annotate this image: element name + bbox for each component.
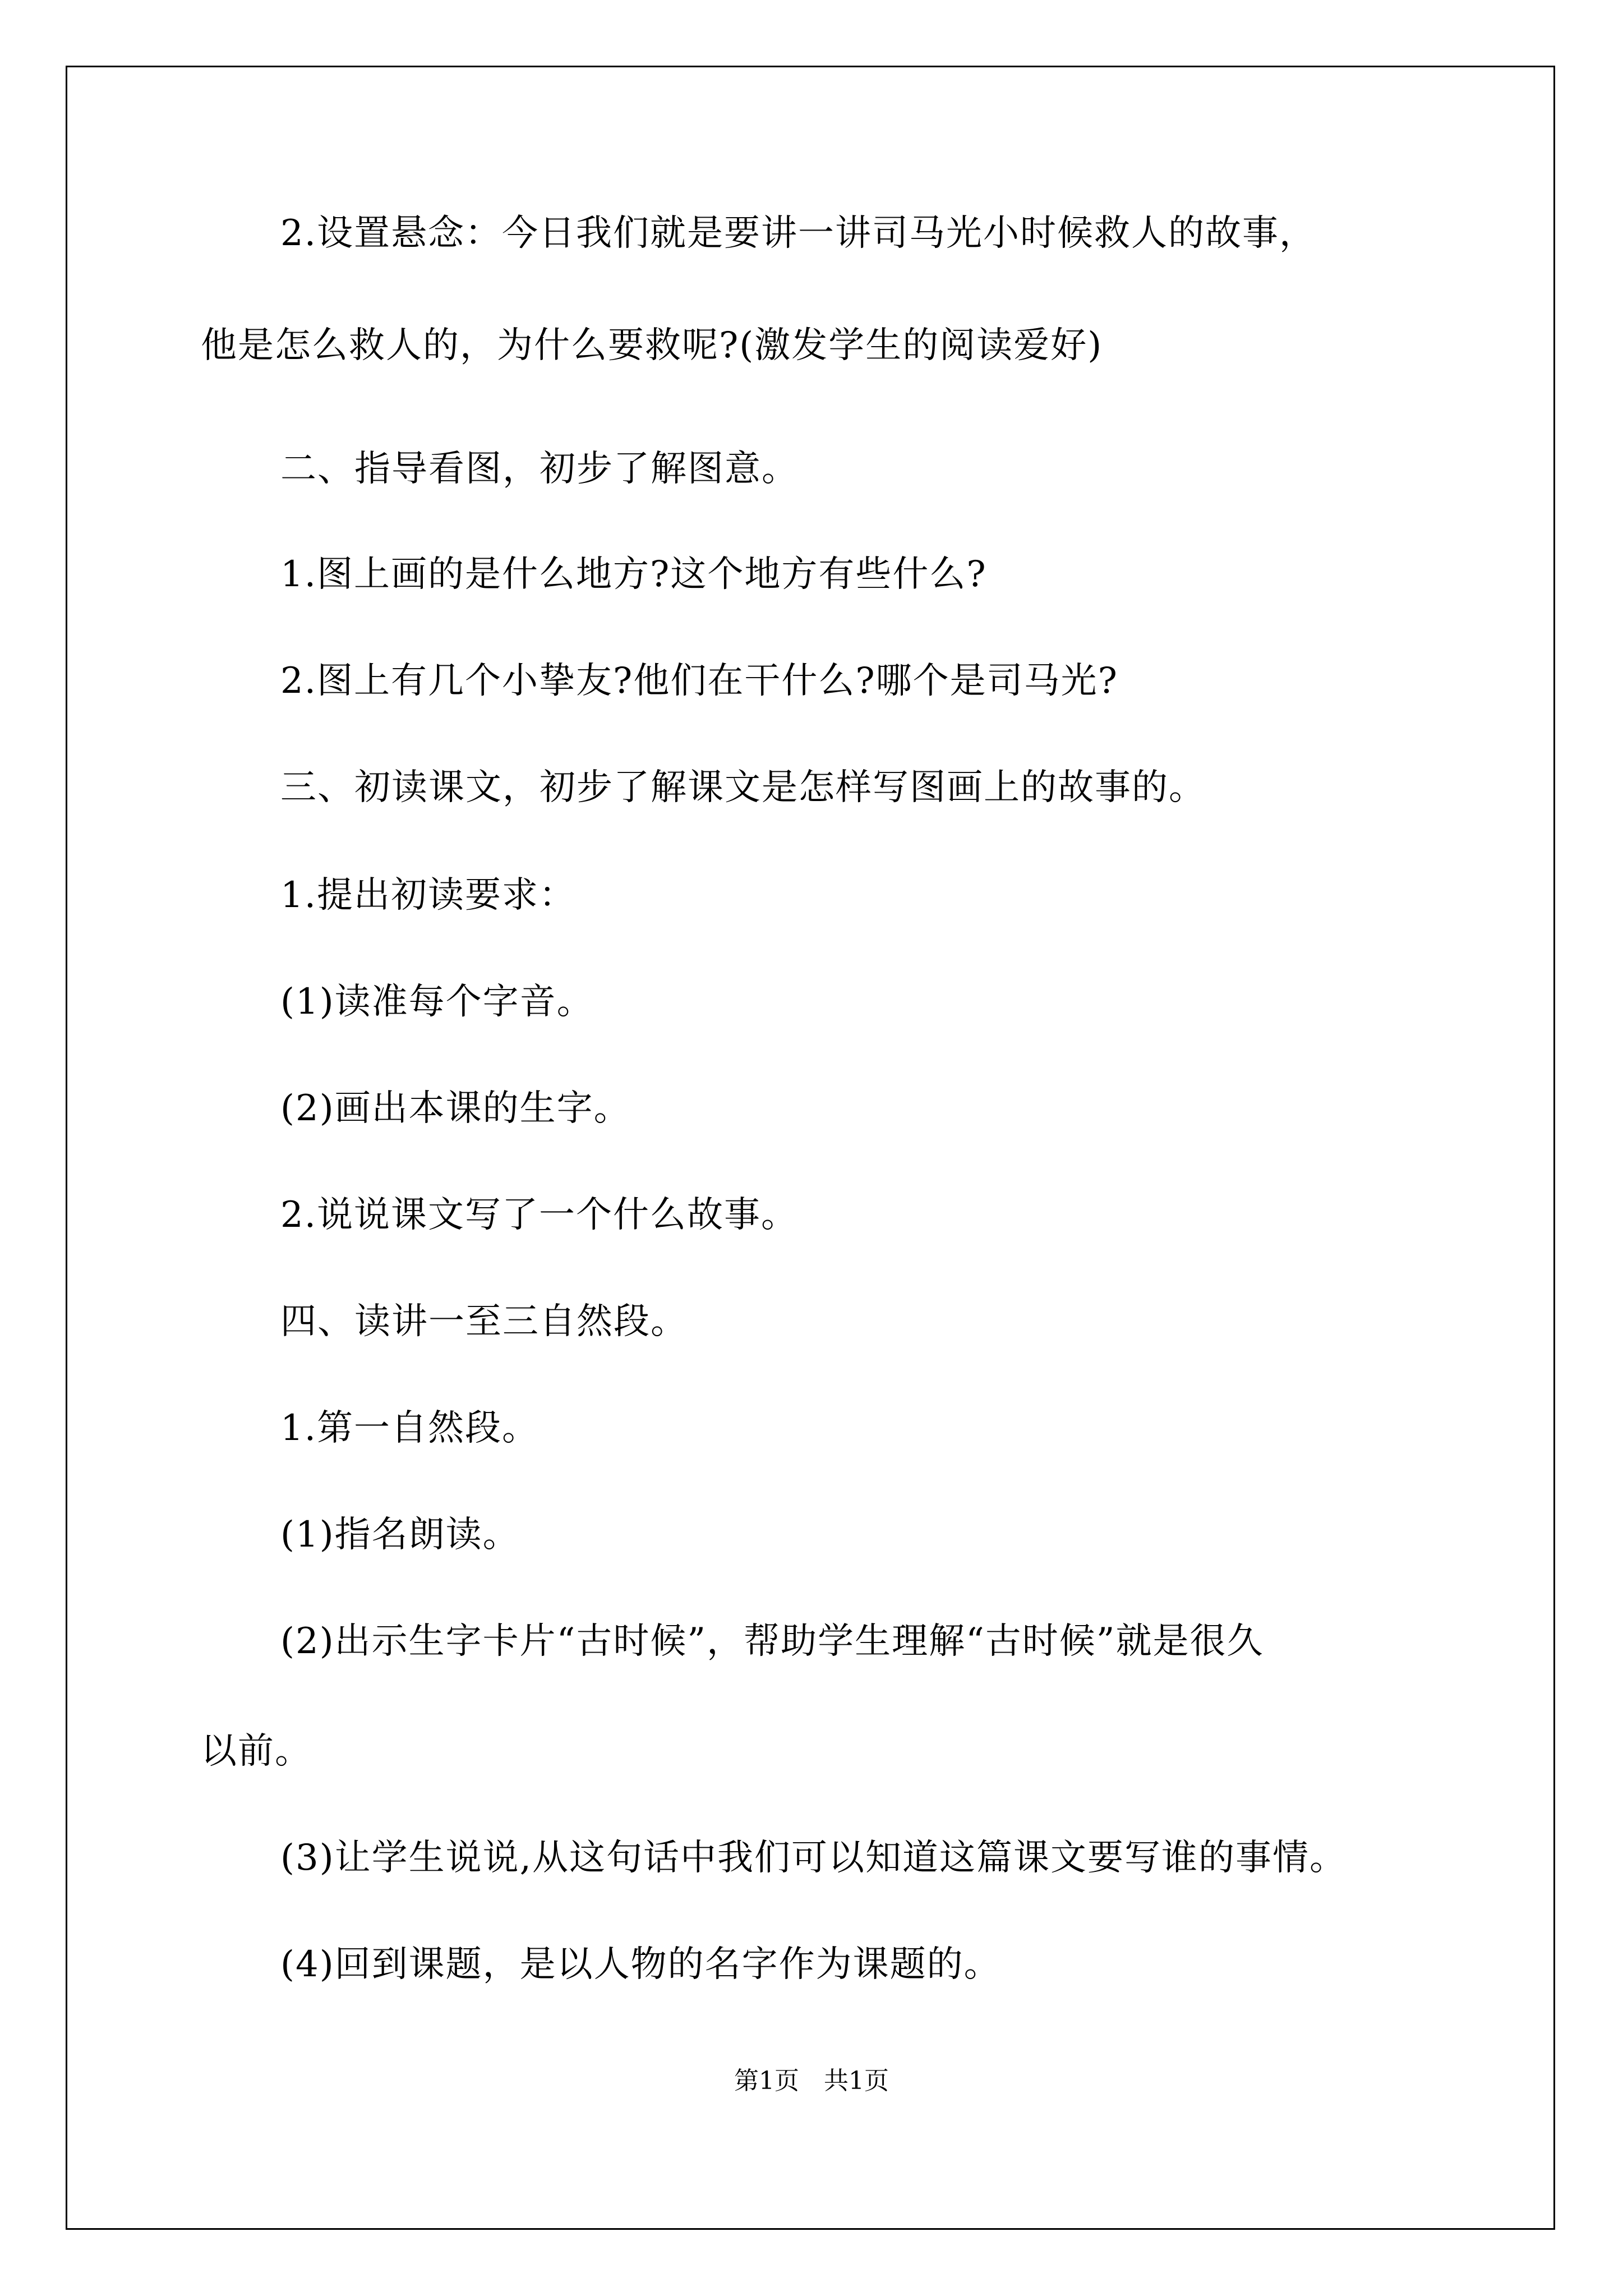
paragraph-line: 他是怎么救人的，为什么要救呢?(激发学生的阅读爱好)	[201, 325, 1103, 366]
paragraph-line: (1)读准每个字音。	[280, 981, 594, 1023]
paragraph-line: 2.说说课文写了一个什么故事。	[280, 1194, 799, 1236]
paragraph-line: 2.图上有几个小挚友?他们在干什么?哪个是司马光?	[280, 660, 1118, 702]
paragraph-line: (4)回到课题，是以人物的名字作为课题的。	[280, 1944, 1001, 1985]
paragraph-line: 1.第一自然段。	[280, 1407, 540, 1449]
paragraph-line: 2.设置悬念：今日我们就是要讲一讲司马光小时候救人的故事，	[280, 213, 1317, 254]
paragraph-line: 1.图上画的是什么地方?这个地方有些什么?	[280, 554, 987, 595]
page-border	[66, 66, 1555, 2230]
page-footer: 第1页 共1页	[734, 2067, 889, 2095]
paragraph-line: 以前。	[201, 1731, 312, 1772]
paragraph-line: (1)指名朗读。	[280, 1514, 520, 1556]
section-heading: 二、指导看图，初步了解图意。	[280, 448, 799, 490]
paragraph-line: 1.提出初读要求：	[280, 875, 577, 916]
section-heading: 四、读讲一至三自然段。	[280, 1301, 688, 1342]
paragraph-line: (3)让学生说说,从这句话中我们可以知道这篇课文要写谁的事情。	[280, 1837, 1347, 1879]
paragraph-line: (2)出示生字卡片“古时候”，帮助学生理解“古时候”就是很久	[280, 1621, 1264, 1662]
paragraph-line: (2)画出本课的生字。	[280, 1088, 631, 1129]
section-heading: 三、初读课文，初步了解课文是怎样写图画上的故事的。	[280, 767, 1206, 808]
